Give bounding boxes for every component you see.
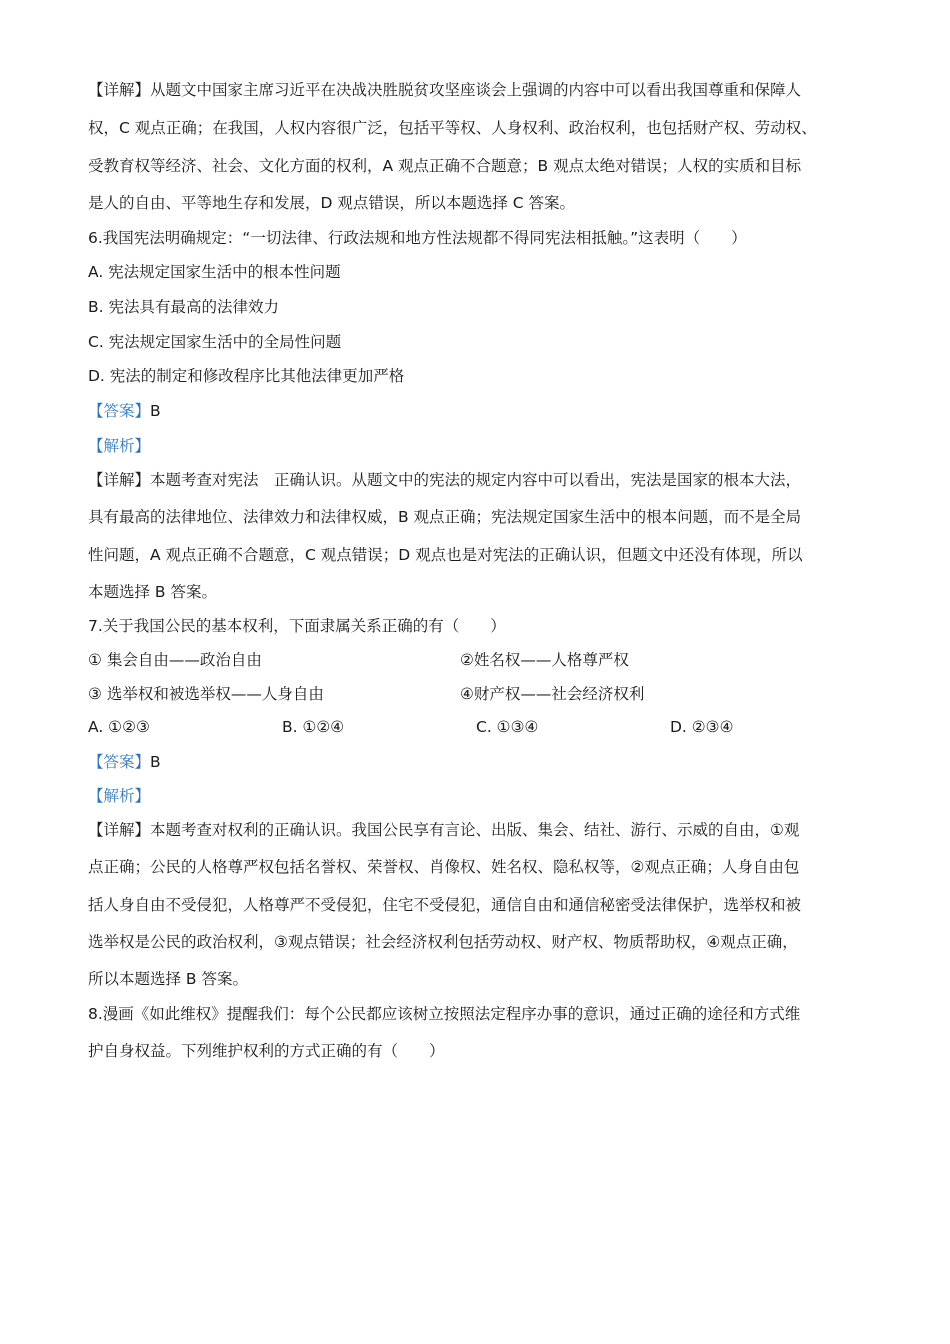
q7-items-row-2	[88, 684, 878, 704]
q6-answer-label: 【答案】	[88, 402, 151, 420]
q7-option-c: C. ①③④	[476, 718, 539, 736]
q7-detail-line-1: 【详解】本题考查对权利的正确认识。我国公民享有言论、出版、集会、结社、游行、示威的自由，①观	[88, 821, 800, 839]
q6-option-a: A. 宪法规定国家生活中的根本性问题	[88, 263, 341, 281]
q6-option-b: B. 宪法具有最高的法律效力	[88, 298, 279, 316]
q7-item-3: ③ 选举权和被选举权——人身自由	[88, 685, 324, 703]
q7-item-1: ① 集会自由——政治自由	[88, 651, 262, 669]
q7-answer-label: 【答案】	[88, 753, 151, 771]
q6-answer-value: B	[150, 402, 161, 420]
q7-item-4: ④财产权——社会经济权利	[460, 685, 645, 703]
q6-detail-line-3: 性问题，A 观点正确不合题意，C 观点错误；D 观点也是对宪法的正确认识，但题文中还没有体现，所以	[88, 546, 803, 564]
q6-answer	[88, 401, 161, 421]
q7-detail-line-5: 所以本题选择 B 答案。	[88, 970, 248, 988]
q7-detail-line-3: 括人身自由不受侵犯，人格尊严不受侵犯，住宅不受侵犯，通信自由和通信秘密受法律保护，选举权和被	[88, 896, 802, 914]
q6-option-d: D. 宪法的制定和修改程序比其他法律更加严格	[88, 367, 405, 385]
q7-option-b: B. ①②④	[282, 718, 345, 736]
q7-option-a: A. ①②③	[88, 718, 150, 736]
q7-detail-line-2: 点正确；公民的人格尊严权包括名誉权、荣誉权、肖像权、姓名权、隐私权等，②观点正确；人身自由包	[88, 858, 800, 876]
q7-detail-line-4: 选举权是公民的政治权利，③观点错误；社会经济权利包括劳动权、财产权、物质帮助权，④观点正确，	[88, 933, 798, 951]
q5-detail-line-1: 【详解】从题文中国家主席习近平在决战决胜脱贫攻坚座谈会上强调的内容中可以看出我国尊重和保障人	[88, 81, 802, 99]
q6-detail-line-2: 具有最高的法律地位、法律效力和法律权威，B 观点正确；宪法规定国家生活中的根本问题，而不是全局	[88, 508, 802, 526]
q7-answer	[88, 752, 161, 772]
q5-detail-line-2: 权，C 观点正确；在我国，人权内容很广泛，包括平等权、人身权利、政治权利，也包括财产权、劳动权、	[88, 119, 817, 137]
q6-stem: 6.我国宪法明确规定：“一切法律、行政法规和地方性法规都不得同宪法相抵触。”这表明（ ）	[88, 229, 747, 247]
q8-stem-line-2: 护自身权益。下列维护权利的方式正确的有（ ）	[88, 1042, 445, 1060]
q6-detail-line-4: 本题选择 B 答案。	[88, 583, 217, 601]
q6-analysis-label: 【解析】	[88, 437, 151, 455]
q7-analysis-label: 【解析】	[88, 787, 151, 805]
q6-detail-line-1: 【详解】本题考查对宪法 正确认识。从题文中的宪法的规定内容中可以看出，宪法是国家的根本大法，	[88, 471, 802, 489]
q8-stem-line-1: 8.漫画《如此维权》提醒我们：每个公民都应该树立按照法定程序办事的意识，通过正确的途径和方式维	[88, 1005, 801, 1023]
q7-stem: 7.关于我国公民的基本权利，下面隶属关系正确的有（ ）	[88, 617, 506, 635]
q5-detail-line-3: 受教育权等经济、社会、文化方面的权利，A 观点正确不合题意；B 观点太绝对错误；人权的实质和目标	[88, 157, 802, 175]
q6-option-c: C. 宪法规定国家生活中的全局性问题	[88, 333, 342, 351]
q7-items-row-1	[88, 650, 878, 670]
q5-detail-line-4: 是人的自由、平等地生存和发展，D 观点错误，所以本题选择 C 答案。	[88, 194, 576, 212]
q7-option-d: D. ②③④	[670, 718, 734, 736]
q7-item-2: ②姓名权——人格尊严权	[460, 651, 629, 669]
q7-answer-value: B	[150, 753, 161, 771]
